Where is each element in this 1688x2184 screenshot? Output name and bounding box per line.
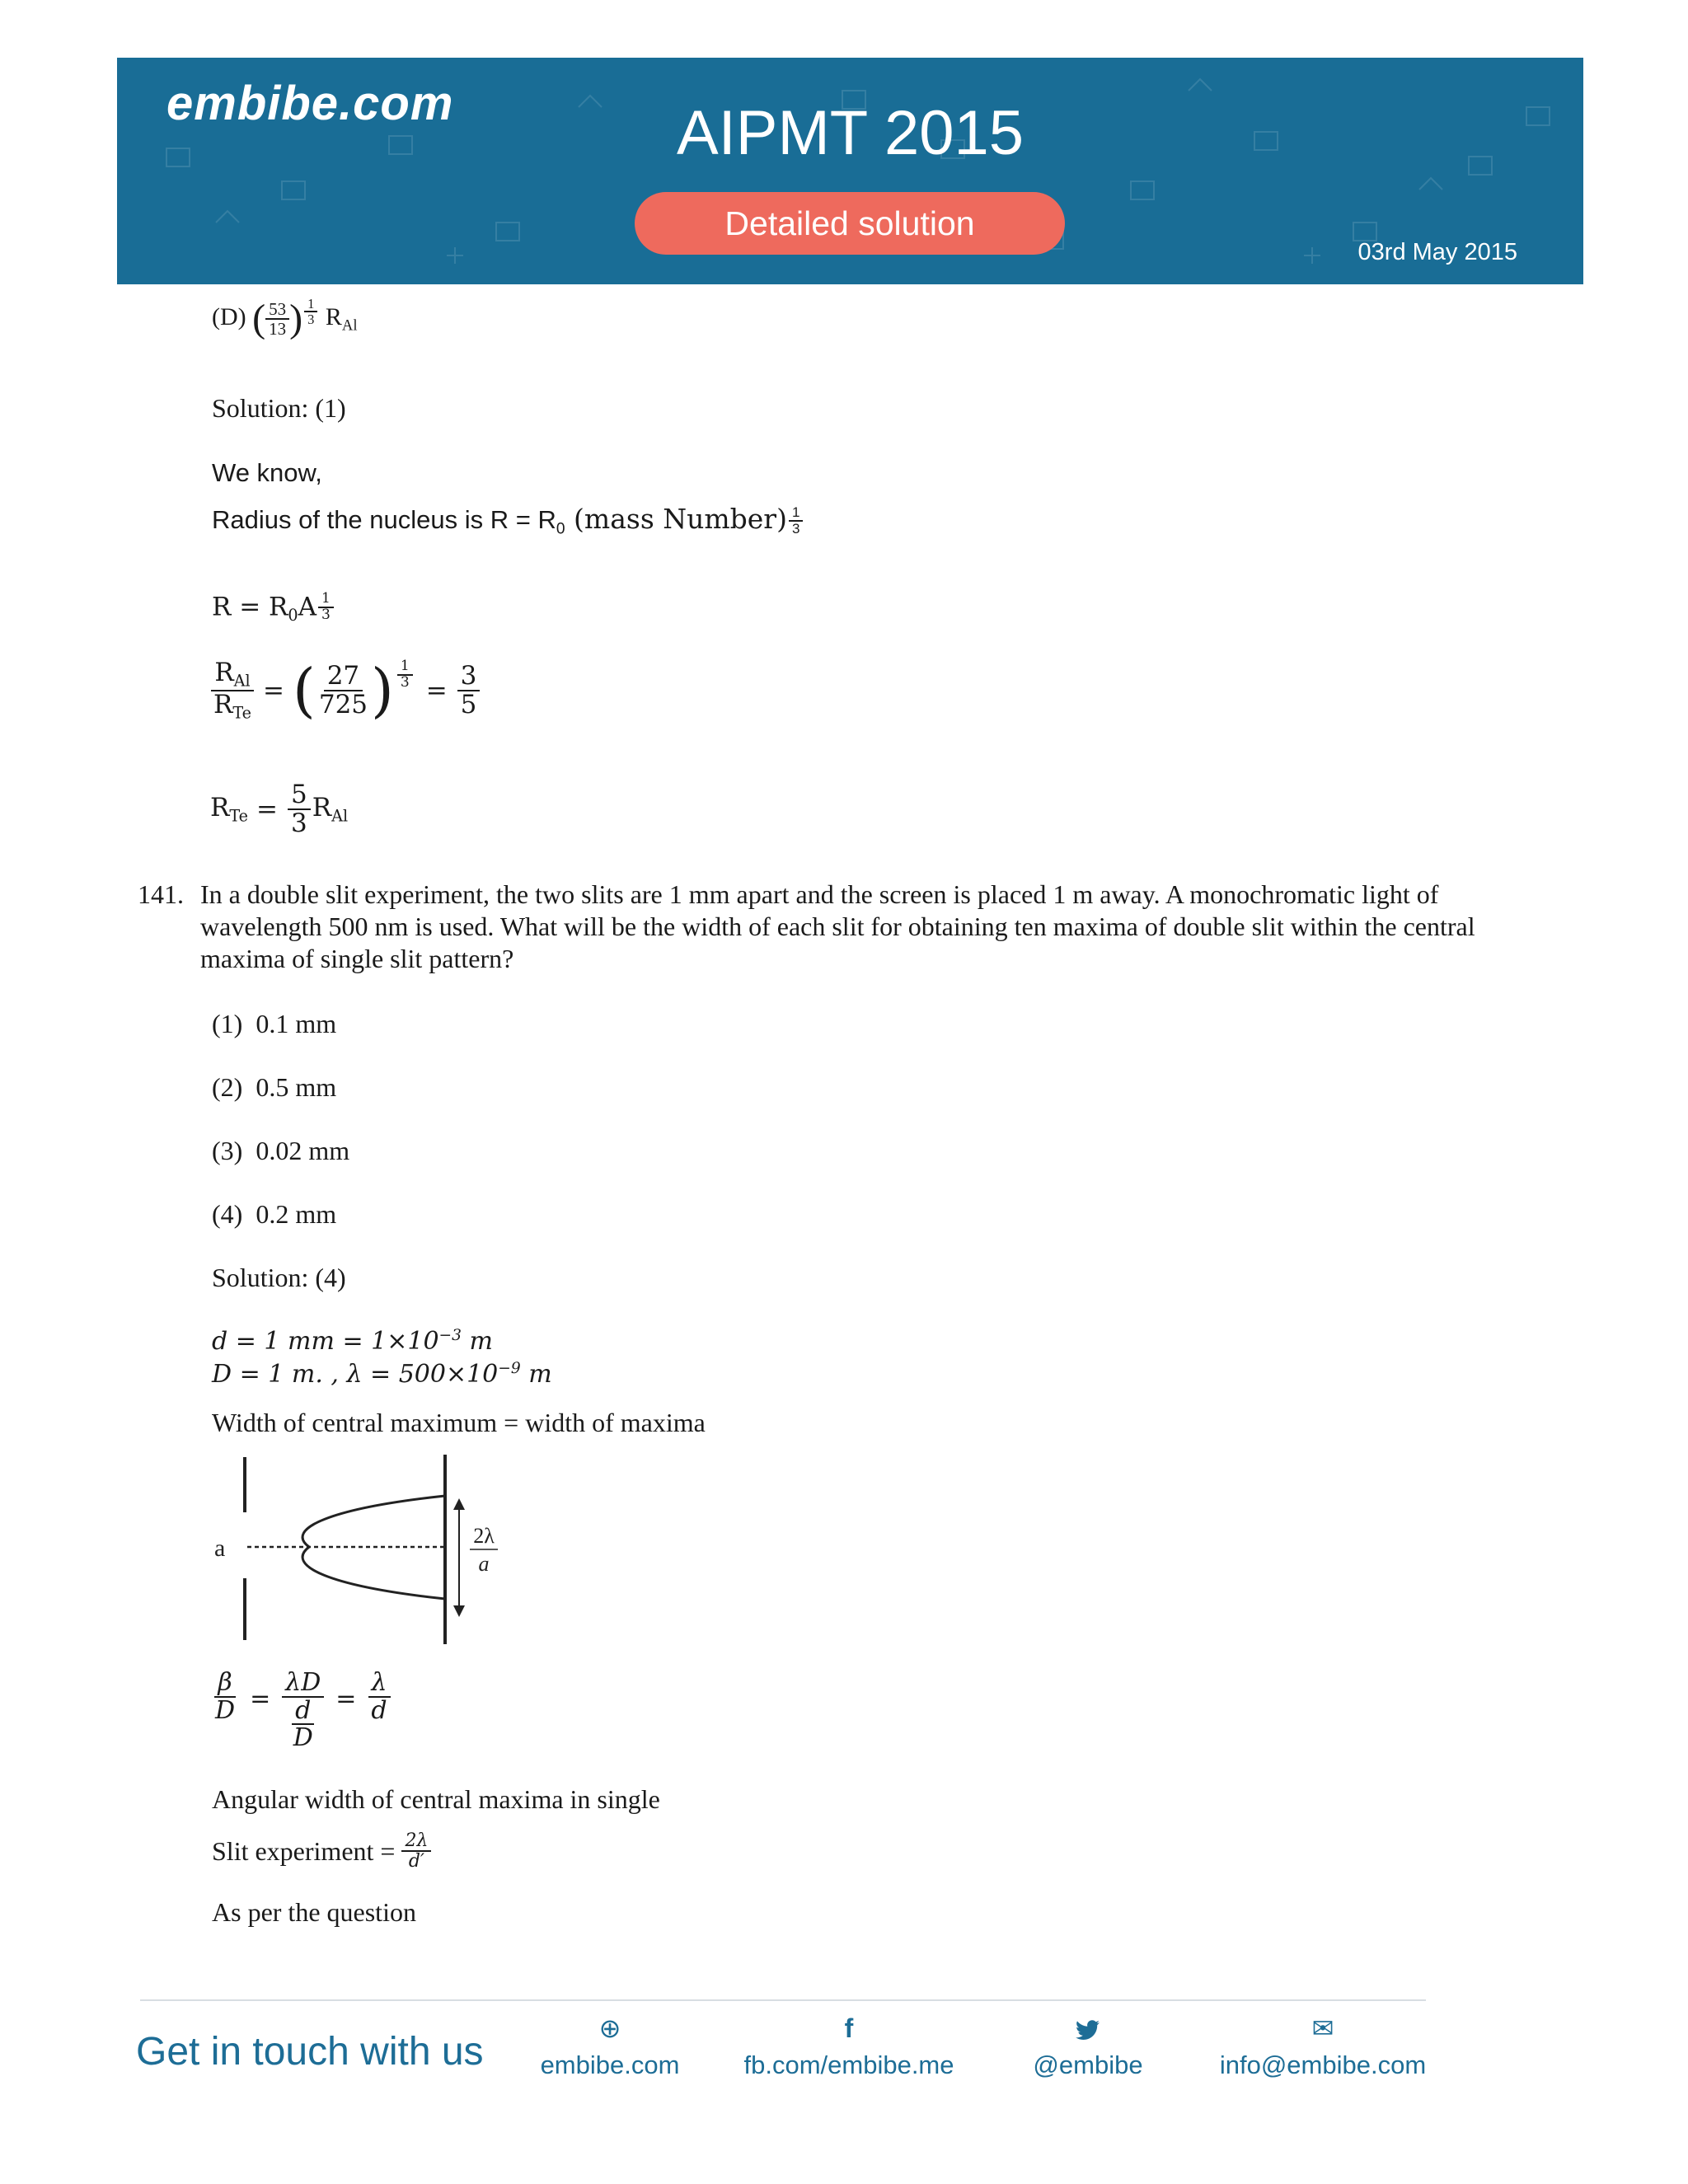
radius-tail: (mass Number) <box>565 503 787 535</box>
option-d-r-sub: Al <box>341 316 358 335</box>
beta-num: β <box>214 1670 235 1698</box>
option-2[interactable] <box>212 1072 336 1103</box>
exam-date: 03rd May 2015 <box>1357 239 1517 265</box>
ratio-num-sub: Al <box>233 671 251 691</box>
final-lhs: R <box>210 792 230 823</box>
option-value: 0.2 mm <box>256 1199 337 1229</box>
option-d-label: (D) <box>212 302 246 330</box>
mid-den-num: d <box>292 1698 314 1726</box>
footer-link-text: @embibe <box>1033 2050 1143 2079</box>
eq-D-exp: −9 <box>498 1360 521 1377</box>
eq-r-r0-a: $R = R_0A$ $\frac{1}{3}$ <box>212 592 335 625</box>
footer-link-text: embibe.com <box>540 2050 680 2079</box>
mail-icon: ✉ <box>1311 2013 1334 2043</box>
eq1-a: A <box>298 592 316 622</box>
spread-den: a <box>478 1552 490 1576</box>
eq-D-lambda <box>212 1360 552 1389</box>
option-value: 0.1 mm <box>256 1009 337 1038</box>
eq-D-text: D = 1 m. , λ = 500×10 <box>212 1360 499 1390</box>
eq-rte: $R_{Te}$ = $\frac{5}{3}$ $R_{Al}$ <box>210 780 349 838</box>
slit-width-label: a <box>214 1535 226 1562</box>
question-number: 141. <box>138 879 184 909</box>
final-den: 3 <box>291 808 307 838</box>
footer-link-facebook[interactable] <box>725 2011 973 2080</box>
width-line: Width of central maximum = width of maxima <box>212 1408 706 1437</box>
eq-beta: $\frac{\beta}{D}$ = $\frac{\lambda D}{\frac{d}{D}}$ = $\frac{\lambda}{d}$ <box>210 1670 392 1751</box>
mid-den-den: D <box>293 1723 313 1752</box>
option-d-exp-den: 3 <box>307 312 315 328</box>
option-d-r: R <box>325 302 342 330</box>
footer-link-text: info@embibe.com <box>1219 2050 1427 2079</box>
right-den: d <box>371 1695 387 1725</box>
right-num: λ <box>368 1670 391 1698</box>
final-rhs-sub: Al <box>331 806 349 826</box>
option-d-num: 53 <box>265 300 289 320</box>
final-lhs-sub: Te <box>229 806 249 826</box>
option-value: 0.5 mm <box>256 1072 337 1102</box>
footer-link-twitter[interactable] <box>1014 2011 1162 2080</box>
prev-solution-label: Solution: (1) <box>212 393 346 423</box>
ratio-paren-den: 725 <box>318 689 368 719</box>
option-1[interactable] <box>212 1009 336 1039</box>
eq1-lhs: R = R <box>212 592 288 622</box>
detailed-solution-badge: Detailed solution <box>635 192 1065 255</box>
option-4[interactable] <box>212 1199 336 1230</box>
spread-num: 2λ <box>473 1524 495 1548</box>
footer-link-website[interactable] <box>528 2011 692 2080</box>
option-d-exp-num: 1 <box>304 297 317 312</box>
eq-d-text: d = 1 mm = 1×10 <box>212 1327 439 1357</box>
option-label: (4) <box>212 1199 243 1229</box>
radius-formula: Radius of the nucleus is $R = R_0$ (mass Number) $\frac{1}{3}$ <box>212 503 804 539</box>
exam-title: AIPMT 2015 <box>676 98 1025 168</box>
facebook-icon: f <box>844 2013 854 2043</box>
solution-label: Solution: (4) <box>212 1263 346 1292</box>
radius-sub: 0 <box>556 520 565 538</box>
angular-line: Angular width of central maxima in single <box>212 1784 660 1814</box>
ratio-den: R <box>213 689 233 719</box>
eq-d-value <box>212 1327 493 1356</box>
eq-D-unit: m <box>520 1360 552 1390</box>
beta-den: D <box>215 1695 236 1725</box>
option-value: 0.02 mm <box>256 1136 350 1165</box>
option-label: (2) <box>212 1072 243 1102</box>
option-d-den: 13 <box>269 318 287 339</box>
footer-link-email[interactable] <box>1203 2011 1442 2080</box>
header-banner <box>117 58 1583 284</box>
option-3[interactable] <box>212 1136 349 1166</box>
eq-d-unit: m <box>461 1327 493 1357</box>
final-num: 5 <box>288 781 311 810</box>
slit-experiment-line <box>212 1831 436 1871</box>
mid-num: λD <box>282 1670 324 1698</box>
question-141 <box>138 879 1555 975</box>
question-text: In a double slit experiment, the two slits are 1 mm apart and the screen is placed 1 m away. A monochromatic light of wavelength 500 nm is used. What will be the width of each slit for obtaining ten maxima of double slit within the central maxima of single slit pattern? <box>200 879 1475 973</box>
option-d: (D) ( $\frac{53}{13}$ ) $\frac{1}{3}$ $R_{Al}$ <box>212 296 358 340</box>
as-per-question: As per the question <box>212 1897 416 1927</box>
ratio-paren-num: 27 <box>324 663 363 691</box>
footer-divider <box>140 1999 1426 2001</box>
we-know: We know, <box>212 458 322 487</box>
slit-line-text: Slit experiment = <box>212 1835 396 1866</box>
footer-link-text: fb.com/embibe.me <box>743 2050 954 2079</box>
ratio-den-sub: Te <box>232 703 252 723</box>
ratio-num: R <box>214 658 234 687</box>
slit-num: 2λ <box>401 1831 431 1852</box>
radius-text: Radius of the nucleus is R = R <box>212 505 556 534</box>
eq-d-exp: −3 <box>438 1327 462 1344</box>
slit-den: d′ <box>408 1851 424 1872</box>
single-slit-diagram <box>206 1451 519 1648</box>
footer-heading: Get in touch with us <box>136 2030 484 2074</box>
ratio-result-num: 3 <box>457 663 481 691</box>
option-label: (3) <box>212 1136 243 1165</box>
eq1-sub: 0 <box>288 606 298 626</box>
globe-icon: ⊕ <box>598 2013 621 2043</box>
option-label: (1) <box>212 1009 243 1038</box>
final-rhs: R <box>312 792 332 823</box>
brand-logo[interactable]: embibe.com <box>166 77 454 130</box>
ratio-result-den: 5 <box>460 689 477 719</box>
twitter-icon <box>1014 2011 1162 2046</box>
eq-ratio: $\frac{R_{Al}}{R_{Te}}$ = ( $\frac{27}{725}$ ) $\frac{1}{3}$ = $\frac{3}{5}$ <box>210 659 480 722</box>
